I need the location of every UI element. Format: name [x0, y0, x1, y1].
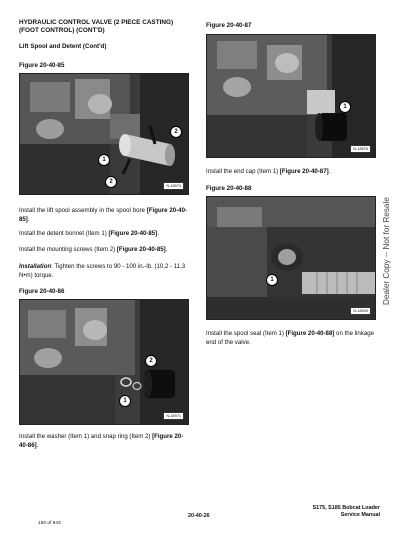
- callout-1: 1: [119, 395, 131, 407]
- callout-2: 2: [145, 355, 157, 367]
- paragraph-install-washer: Install the washer (Item 1) and snap ring (Item 2) [Figure 20-40-86].: [19, 433, 184, 449]
- callout-1: 1: [339, 101, 351, 113]
- paragraph-install-end-cap: Install the end cap (Item 1) [Figure 20-40-87].: [206, 168, 331, 175]
- figure-85-photo: [19, 73, 189, 195]
- figure-88-label: Figure 20-40-88: [206, 185, 252, 192]
- valve-photo-87: [207, 35, 375, 157]
- figure-87-label: Figure 20-40-87: [206, 22, 252, 29]
- figure-85-id: N-18973: [163, 182, 184, 190]
- figure-87-id: N-18976: [350, 145, 371, 153]
- valve-photo-88: [207, 197, 375, 319]
- callout-2-top: 2: [170, 126, 182, 138]
- callout-1: 1: [266, 274, 278, 286]
- paragraph-install-detent-bonnet: Install the detent bonnet (Item 1) [Figure 20-40-85].: [19, 230, 159, 237]
- figure-88-photo: [206, 196, 376, 320]
- figure-86-photo: [19, 299, 189, 425]
- paragraph-install-mounting-screws: Install the mounting screws (Item 2) [Figure 20-40-85].: [19, 246, 168, 253]
- valve-photo-86: [20, 300, 188, 424]
- pdf-page-indicator: 150 of 943: [38, 521, 61, 526]
- title-line-1: HYDRAULIC CONTROL VALVE (2 PIECE CASTING): [19, 19, 174, 26]
- subsection-title: Lift Spool and Detent (Cont'd): [19, 43, 107, 50]
- paragraph-install-lift-spool: Install the lift spool assembly in the spool bore [Figure 20-40-85].: [19, 207, 187, 223]
- figure-85-label: Figure 20-40-85: [19, 62, 65, 69]
- section-title: [19, 19, 194, 35]
- figure-87-photo: [206, 34, 376, 158]
- footer-manual-title: S175, S185 Bobcat Loader Service Manual: [312, 505, 380, 518]
- paragraph-install-spool-seal: Install the spool seal (Item 1) [Figure 20-40-88] on the linkage end of the valve.: [206, 330, 374, 346]
- figure-88-id: N-18930: [350, 307, 371, 315]
- callout-2-bottom: 2: [105, 176, 117, 188]
- dealer-copy-side-text: Dealer Copy -- Not for Resale: [382, 197, 391, 305]
- figure-86-id: N-18971: [163, 412, 184, 420]
- valve-photo-85: [20, 74, 188, 194]
- paragraph-installation-torque: Installation: Tighten the screws to 90 - 100 in.-lb. (10,2 - 11,3 N•m) torque.: [19, 263, 186, 279]
- callout-1: 1: [98, 154, 110, 166]
- title-line-2: (FOOT CONTROL) (CONT'D): [19, 27, 105, 34]
- page-number: 20-40-26: [188, 513, 210, 519]
- figure-86-label: Figure 20-40-86: [19, 288, 65, 295]
